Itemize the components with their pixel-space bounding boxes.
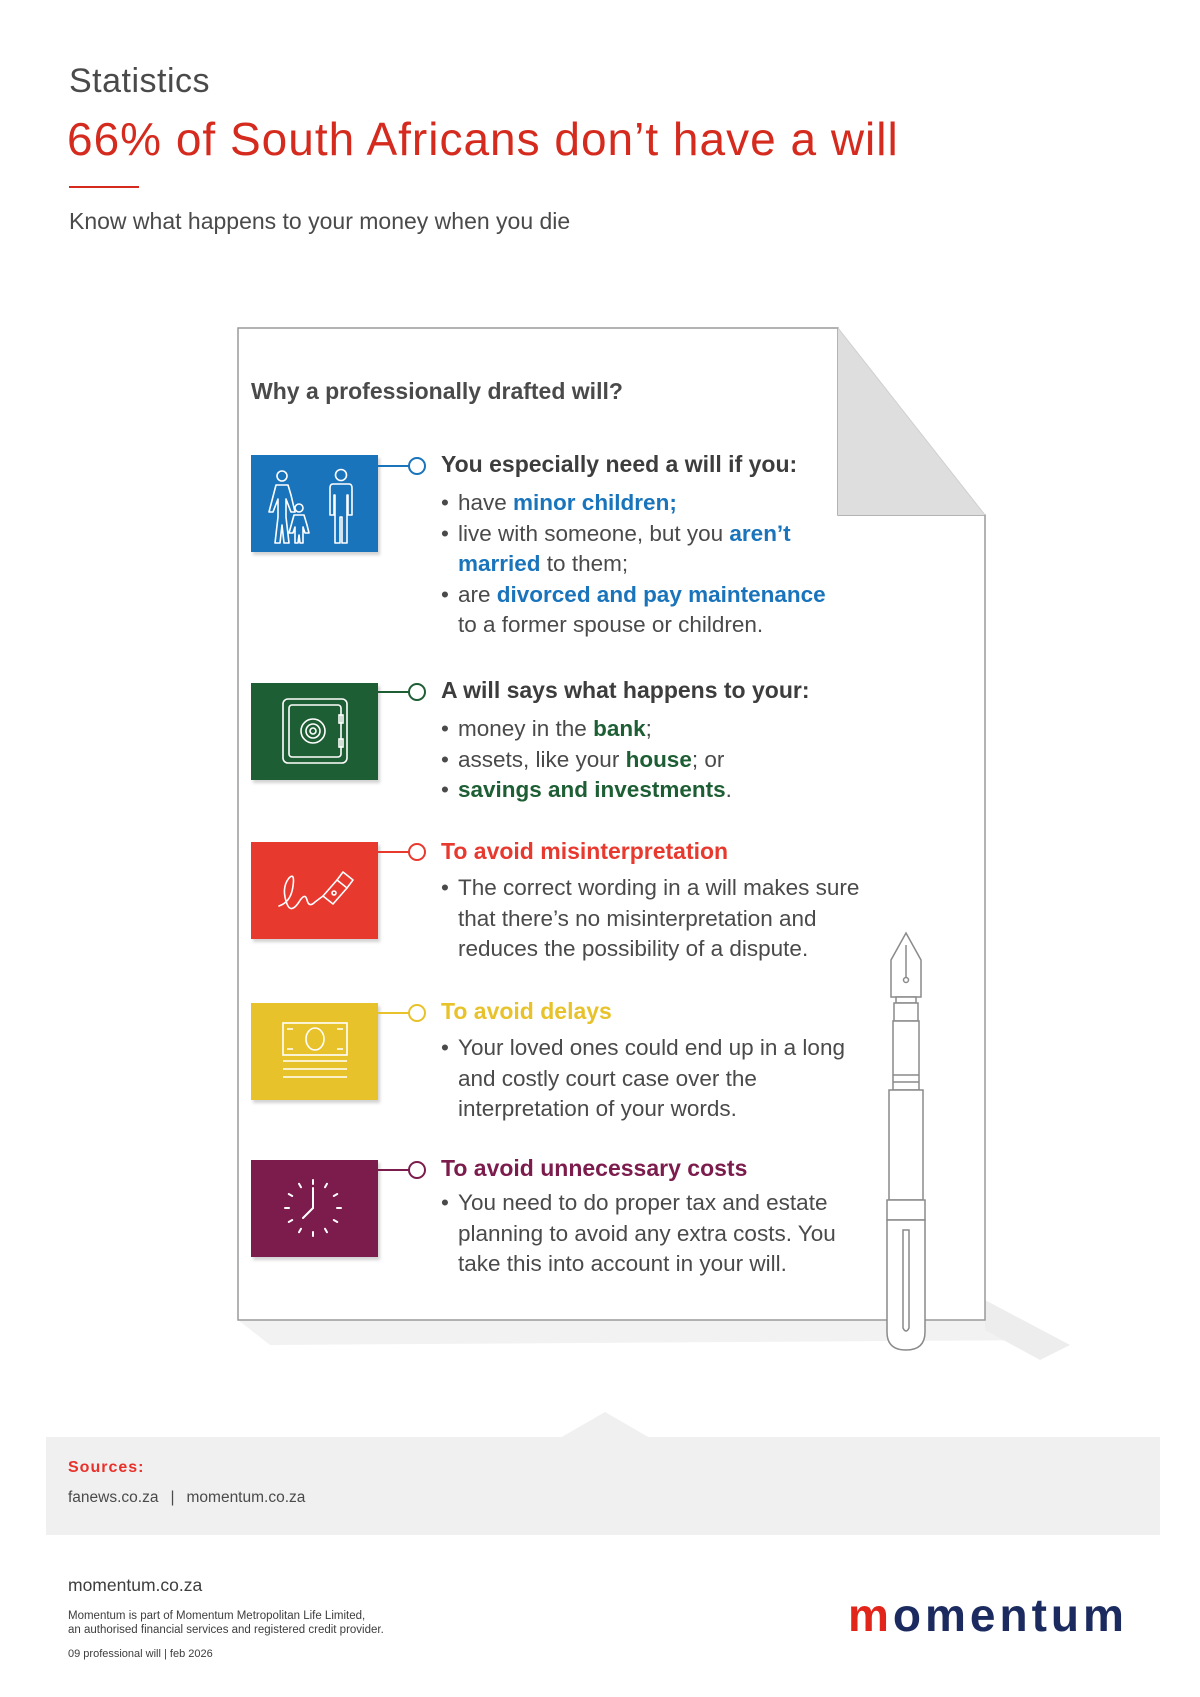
timeline-node — [408, 1161, 426, 1179]
sources-label: Sources: — [68, 1459, 145, 1476]
bullet-text: and costly court case over the — [458, 1065, 757, 1091]
connector-line — [378, 691, 410, 693]
bullet-text: take this into account in your will. — [458, 1251, 787, 1276]
section-title: You especially need a will if you: — [441, 451, 798, 477]
bullet-text: money in the — [458, 716, 594, 741]
banknote-icon — [251, 1003, 378, 1100]
bullet-dot: • — [441, 581, 449, 607]
legal-line: Momentum is part of Momentum Metropolitan Life Limited, — [68, 1610, 366, 1622]
bullet-line — [441, 610, 826, 641]
clock-tick — [299, 1184, 301, 1187]
bullet-dot: • — [441, 875, 449, 900]
highlight-text: savings and investments — [458, 777, 726, 802]
bullet-line — [441, 1033, 845, 1064]
bullet-text: interpretation of your words. — [458, 1096, 737, 1121]
highlight-text: house — [625, 746, 692, 772]
bullet-dot: • — [441, 520, 449, 546]
document-heading: Why a professionally drafted will? — [251, 378, 623, 404]
timeline-node — [408, 843, 426, 861]
section-title: To avoid misinterpretation — [441, 838, 729, 864]
highlight-text: aren’t — [729, 520, 791, 546]
bullet-line — [441, 488, 826, 519]
connector-line — [378, 465, 410, 467]
bullet-text: ; — [645, 716, 652, 741]
section-bullets — [441, 873, 859, 965]
source-separator: | — [170, 1489, 175, 1506]
bullet-line — [441, 1219, 836, 1250]
bullet-dot: • — [441, 746, 449, 772]
bullet-dot: • — [441, 1035, 449, 1060]
clock-tick — [325, 1184, 327, 1187]
bullet-text: are — [458, 581, 497, 607]
bullet-line — [441, 549, 826, 580]
safe-icon — [251, 683, 378, 780]
source-link[interactable]: momentum.co.za — [186, 1489, 306, 1506]
bullet-text: planning to avoid any extra costs. You — [458, 1220, 836, 1246]
highlight-text: bank — [593, 716, 646, 741]
section-title: A will says what happens to your: — [441, 677, 810, 703]
source-link[interactable]: fanews.co.za — [68, 1489, 159, 1506]
highlight-text: minor children; — [513, 490, 677, 515]
bullet-line — [441, 580, 826, 611]
bullet-text: reduces the possibility of a dispute. — [458, 936, 809, 961]
bullet-line — [441, 1064, 845, 1095]
bullet-text: . — [725, 777, 732, 802]
bullet-line — [441, 873, 859, 904]
page-subtitle: Know what happens to your money when you die — [69, 208, 571, 234]
section-title: To avoid unnecessary costs — [441, 1155, 748, 1181]
bullet-dot: • — [441, 1190, 449, 1215]
connector-line — [378, 1012, 410, 1014]
kicker-label: Statistics — [69, 62, 211, 100]
section-bullets — [441, 488, 826, 641]
bullet-line — [441, 714, 732, 745]
legal-line: an authorised financial services and registered credit provider. — [68, 1624, 384, 1636]
clock-tick — [334, 1220, 337, 1222]
connector-line — [378, 1169, 410, 1171]
legal-notice — [68, 1609, 384, 1637]
bullet-text: ; or — [691, 746, 725, 772]
signature-pen-icon — [251, 842, 378, 939]
bullet-dot: • — [441, 716, 449, 741]
bullet-line — [441, 1188, 836, 1219]
bullet-text: Your loved ones could end up in a long — [458, 1035, 845, 1060]
bullet-text: that there’s no misinterpretation and — [458, 905, 817, 931]
bullet-text: to them; — [540, 551, 629, 576]
bullet-line — [441, 1249, 836, 1280]
website-link[interactable]: momentum.co.za — [68, 1575, 203, 1595]
clock-tick — [325, 1229, 327, 1232]
bullet-line — [441, 745, 732, 776]
document-code: 09 professional will | feb 2026 — [68, 1648, 213, 1660]
page-title: 66% of South Africans don’t have a will — [67, 113, 899, 165]
timeline-node — [408, 457, 426, 475]
clock-tick — [289, 1194, 292, 1196]
bullet-text: The correct wording in a will makes sure — [458, 875, 860, 900]
logo-rest: omentum — [892, 1589, 1128, 1641]
logo-first-letter: m — [848, 1589, 893, 1641]
bullet-text: to a former spouse or children. — [458, 612, 764, 637]
momentum-logo — [848, 1588, 1128, 1642]
sources-pointer — [560, 1412, 650, 1438]
family-icon — [251, 455, 378, 552]
section-bullets — [441, 1188, 836, 1280]
clock-icon — [251, 1160, 378, 1257]
bullet-line — [441, 1094, 845, 1125]
highlight-text: married — [458, 551, 541, 576]
connector-line — [378, 851, 410, 853]
sources-panel — [46, 1437, 1160, 1535]
bullet-line — [441, 775, 732, 806]
section-title: To avoid delays — [441, 998, 612, 1024]
bullet-text: live with someone, but you — [458, 520, 730, 546]
bullet-dot: • — [441, 777, 449, 802]
bullet-line — [441, 519, 826, 550]
fountain-pen-icon — [887, 933, 925, 1350]
highlight-text: divorced and pay maintenance — [496, 581, 826, 607]
section-bullets — [441, 714, 732, 806]
section-bullets — [441, 1033, 845, 1125]
bullet-line — [441, 934, 859, 965]
clock-tick — [289, 1220, 292, 1222]
clock-tick — [334, 1194, 337, 1196]
bullet-text: have — [458, 490, 514, 515]
bullet-dot: • — [441, 490, 449, 515]
sources-list — [68, 1489, 305, 1507]
bullet-line — [441, 904, 859, 935]
bullet-text: You need to do proper tax and estate — [458, 1190, 828, 1215]
clock-tick — [299, 1229, 301, 1232]
bullet-text: assets, like your — [458, 746, 626, 772]
timeline-node — [408, 1004, 426, 1022]
timeline-node — [408, 683, 426, 701]
